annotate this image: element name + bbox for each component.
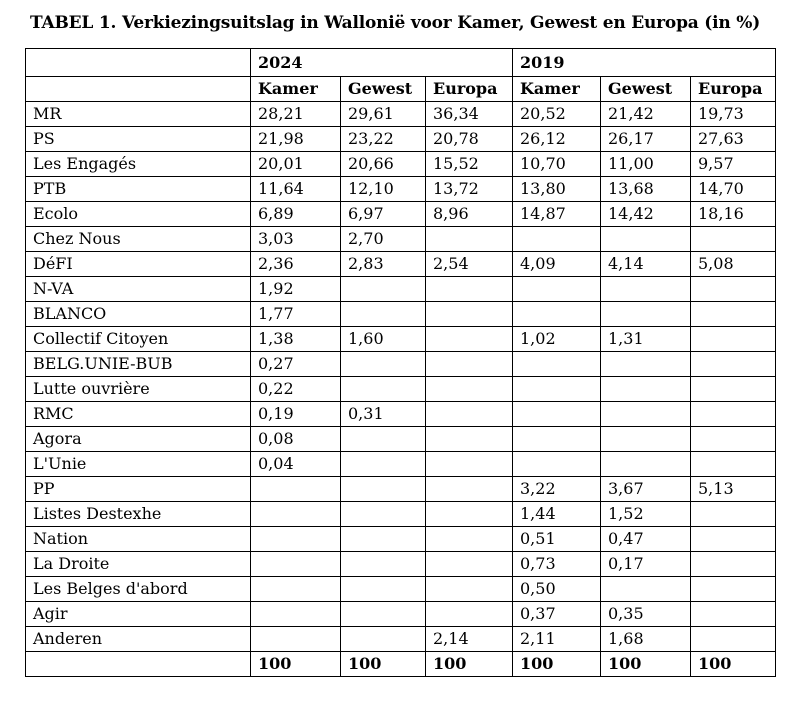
value-cell: 11,00: [601, 152, 691, 177]
corner-empty-cell: [26, 49, 251, 77]
value-cell: 20,78: [426, 127, 513, 152]
party-row: [26, 477, 776, 502]
value-cell: 28,21: [251, 102, 341, 127]
value-cell: [691, 552, 776, 577]
value-cell: 1,52: [601, 502, 691, 527]
value-cell: [601, 402, 691, 427]
party-name-cell: N-VA: [26, 277, 251, 302]
party-name-cell: Lutte ouvrière: [26, 377, 251, 402]
value-cell: 13,72: [426, 177, 513, 202]
party-name-cell: PTB: [26, 177, 251, 202]
value-cell: [341, 602, 426, 627]
party-row: [26, 452, 776, 477]
value-cell: [691, 302, 776, 327]
value-cell: 5,08: [691, 252, 776, 277]
value-cell: 29,61: [341, 102, 426, 127]
corner-empty-cell: [26, 77, 251, 102]
value-cell: [341, 377, 426, 402]
value-cell: [691, 352, 776, 377]
value-cell: [426, 327, 513, 352]
value-cell: 2,83: [341, 252, 426, 277]
value-cell: 4,14: [601, 252, 691, 277]
party-row: [26, 127, 776, 152]
value-cell: 3,03: [251, 227, 341, 252]
value-cell: 0,37: [513, 602, 601, 627]
total-value-cell: 100: [601, 652, 691, 677]
value-cell: 2,70: [341, 227, 426, 252]
value-cell: [341, 577, 426, 602]
party-row: [26, 577, 776, 602]
party-name-cell: Collectif Citoyen: [26, 327, 251, 352]
value-cell: 2,14: [426, 627, 513, 652]
value-cell: 8,96: [426, 202, 513, 227]
value-cell: [426, 452, 513, 477]
value-cell: [601, 377, 691, 402]
value-cell: 0,35: [601, 602, 691, 627]
value-cell: [251, 602, 341, 627]
party-name-cell: Listes Destexhe: [26, 502, 251, 527]
value-cell: [513, 377, 601, 402]
value-cell: [601, 277, 691, 302]
party-name-cell: Agir: [26, 602, 251, 627]
value-cell: [341, 477, 426, 502]
party-row: [26, 252, 776, 277]
value-cell: [341, 627, 426, 652]
value-cell: [691, 577, 776, 602]
value-cell: [341, 352, 426, 377]
value-cell: [426, 552, 513, 577]
value-cell: 0,31: [341, 402, 426, 427]
value-cell: 1,60: [341, 327, 426, 352]
year-header-2019: 2019: [513, 49, 776, 77]
value-cell: 18,16: [691, 202, 776, 227]
party-row: [26, 202, 776, 227]
total-empty-cell: [26, 652, 251, 677]
value-cell: [691, 277, 776, 302]
year-header-2024: 2024: [251, 49, 513, 77]
value-cell: 0,50: [513, 577, 601, 602]
value-cell: 4,09: [513, 252, 601, 277]
party-row: [26, 152, 776, 177]
value-cell: 36,34: [426, 102, 513, 127]
value-cell: 3,67: [601, 477, 691, 502]
value-cell: 12,10: [341, 177, 426, 202]
party-name-cell: Les Engagés: [26, 152, 251, 177]
value-cell: 14,70: [691, 177, 776, 202]
party-row: [26, 102, 776, 127]
value-cell: 2,36: [251, 252, 341, 277]
party-row: [26, 302, 776, 327]
col-header-gewest-2024: Gewest: [341, 77, 426, 102]
party-name-cell: Les Belges d'abord: [26, 577, 251, 602]
value-cell: [426, 277, 513, 302]
party-row: [26, 352, 776, 377]
value-cell: 0,08: [251, 427, 341, 452]
party-name-cell: BLANCO: [26, 302, 251, 327]
value-cell: 0,47: [601, 527, 691, 552]
value-cell: 20,66: [341, 152, 426, 177]
value-cell: [251, 577, 341, 602]
value-cell: 13,80: [513, 177, 601, 202]
value-cell: [426, 302, 513, 327]
total-value-cell: 100: [251, 652, 341, 677]
value-cell: [426, 527, 513, 552]
value-cell: 0,17: [601, 552, 691, 577]
value-cell: 14,87: [513, 202, 601, 227]
value-cell: [513, 277, 601, 302]
value-cell: 26,17: [601, 127, 691, 152]
value-cell: [691, 327, 776, 352]
column-header-row: [26, 77, 776, 102]
value-cell: 1,38: [251, 327, 341, 352]
party-name-cell: L'Unie: [26, 452, 251, 477]
election-results-table: [25, 48, 776, 677]
value-cell: 0,04: [251, 452, 341, 477]
value-cell: [426, 502, 513, 527]
value-cell: [691, 527, 776, 552]
value-cell: [601, 227, 691, 252]
total-row: [26, 652, 776, 677]
value-cell: 1,44: [513, 502, 601, 527]
value-cell: 11,64: [251, 177, 341, 202]
col-header-europa-2024: Europa: [426, 77, 513, 102]
value-cell: 13,68: [601, 177, 691, 202]
value-cell: [601, 452, 691, 477]
value-cell: [251, 552, 341, 577]
party-name-cell: Anderen: [26, 627, 251, 652]
value-cell: [691, 452, 776, 477]
value-cell: [426, 427, 513, 452]
value-cell: [341, 302, 426, 327]
value-cell: [513, 352, 601, 377]
value-cell: [426, 402, 513, 427]
value-cell: [426, 577, 513, 602]
value-cell: 15,52: [426, 152, 513, 177]
value-cell: [341, 452, 426, 477]
party-name-cell: BELG.UNIE-BUB: [26, 352, 251, 377]
value-cell: 9,57: [691, 152, 776, 177]
total-value-cell: 100: [426, 652, 513, 677]
value-cell: [426, 477, 513, 502]
value-cell: [426, 352, 513, 377]
party-name-cell: PP: [26, 477, 251, 502]
value-cell: 0,19: [251, 402, 341, 427]
party-row: [26, 627, 776, 652]
value-cell: 14,42: [601, 202, 691, 227]
party-name-cell: Chez Nous: [26, 227, 251, 252]
value-cell: 1,02: [513, 327, 601, 352]
col-header-kamer-2019: Kamer: [513, 77, 601, 102]
value-cell: 10,70: [513, 152, 601, 177]
col-header-europa-2019: Europa: [691, 77, 776, 102]
value-cell: 5,13: [691, 477, 776, 502]
value-cell: 1,77: [251, 302, 341, 327]
value-cell: [251, 527, 341, 552]
value-cell: [601, 352, 691, 377]
value-cell: [341, 502, 426, 527]
value-cell: 27,63: [691, 127, 776, 152]
party-name-cell: PS: [26, 127, 251, 152]
party-row: [26, 527, 776, 552]
party-name-cell: Nation: [26, 527, 251, 552]
value-cell: [341, 552, 426, 577]
value-cell: 0,51: [513, 527, 601, 552]
party-row: [26, 402, 776, 427]
col-header-kamer-2024: Kamer: [251, 77, 341, 102]
party-row: [26, 602, 776, 627]
total-value-cell: 100: [341, 652, 426, 677]
value-cell: 6,89: [251, 202, 341, 227]
value-cell: [513, 302, 601, 327]
value-cell: [341, 527, 426, 552]
value-cell: [341, 427, 426, 452]
value-cell: 3,22: [513, 477, 601, 502]
value-cell: 0,73: [513, 552, 601, 577]
value-cell: [341, 277, 426, 302]
total-value-cell: 100: [691, 652, 776, 677]
document-page: [0, 13, 800, 719]
party-name-cell: Ecolo: [26, 202, 251, 227]
value-cell: 20,52: [513, 102, 601, 127]
value-cell: [513, 427, 601, 452]
value-cell: 0,22: [251, 377, 341, 402]
total-value-cell: 100: [513, 652, 601, 677]
party-row: [26, 277, 776, 302]
value-cell: [251, 502, 341, 527]
value-cell: [691, 402, 776, 427]
value-cell: 21,98: [251, 127, 341, 152]
value-cell: [691, 427, 776, 452]
value-cell: 2,54: [426, 252, 513, 277]
party-name-cell: RMC: [26, 402, 251, 427]
value-cell: [691, 602, 776, 627]
party-row: [26, 427, 776, 452]
value-cell: [251, 477, 341, 502]
value-cell: 21,42: [601, 102, 691, 127]
value-cell: 19,73: [691, 102, 776, 127]
table-header: [26, 49, 776, 102]
party-name-cell: La Droite: [26, 552, 251, 577]
table-body: [26, 102, 776, 677]
value-cell: 2,11: [513, 627, 601, 652]
value-cell: [691, 377, 776, 402]
value-cell: [691, 502, 776, 527]
page-title: TABEL 1. Verkiezingsuitslag in Wallonië voor Kamer, Gewest en Europa (in %): [30, 13, 761, 33]
party-name-cell: DéFI: [26, 252, 251, 277]
party-row: [26, 327, 776, 352]
value-cell: 26,12: [513, 127, 601, 152]
value-cell: 1,92: [251, 277, 341, 302]
value-cell: 0,27: [251, 352, 341, 377]
value-cell: [426, 227, 513, 252]
value-cell: 20,01: [251, 152, 341, 177]
value-cell: [251, 627, 341, 652]
party-row: [26, 502, 776, 527]
value-cell: [601, 427, 691, 452]
value-cell: 1,68: [601, 627, 691, 652]
party-row: [26, 177, 776, 202]
value-cell: 23,22: [341, 127, 426, 152]
party-name-cell: MR: [26, 102, 251, 127]
party-row: [26, 227, 776, 252]
year-header-row: [26, 49, 776, 77]
value-cell: [601, 302, 691, 327]
col-header-gewest-2019: Gewest: [601, 77, 691, 102]
value-cell: [426, 377, 513, 402]
party-name-cell: Agora: [26, 427, 251, 452]
party-row: [26, 552, 776, 577]
value-cell: [691, 227, 776, 252]
value-cell: [513, 452, 601, 477]
value-cell: [601, 577, 691, 602]
value-cell: [426, 602, 513, 627]
party-row: [26, 377, 776, 402]
value-cell: [691, 627, 776, 652]
value-cell: 1,31: [601, 327, 691, 352]
value-cell: [513, 227, 601, 252]
value-cell: [513, 402, 601, 427]
value-cell: 6,97: [341, 202, 426, 227]
